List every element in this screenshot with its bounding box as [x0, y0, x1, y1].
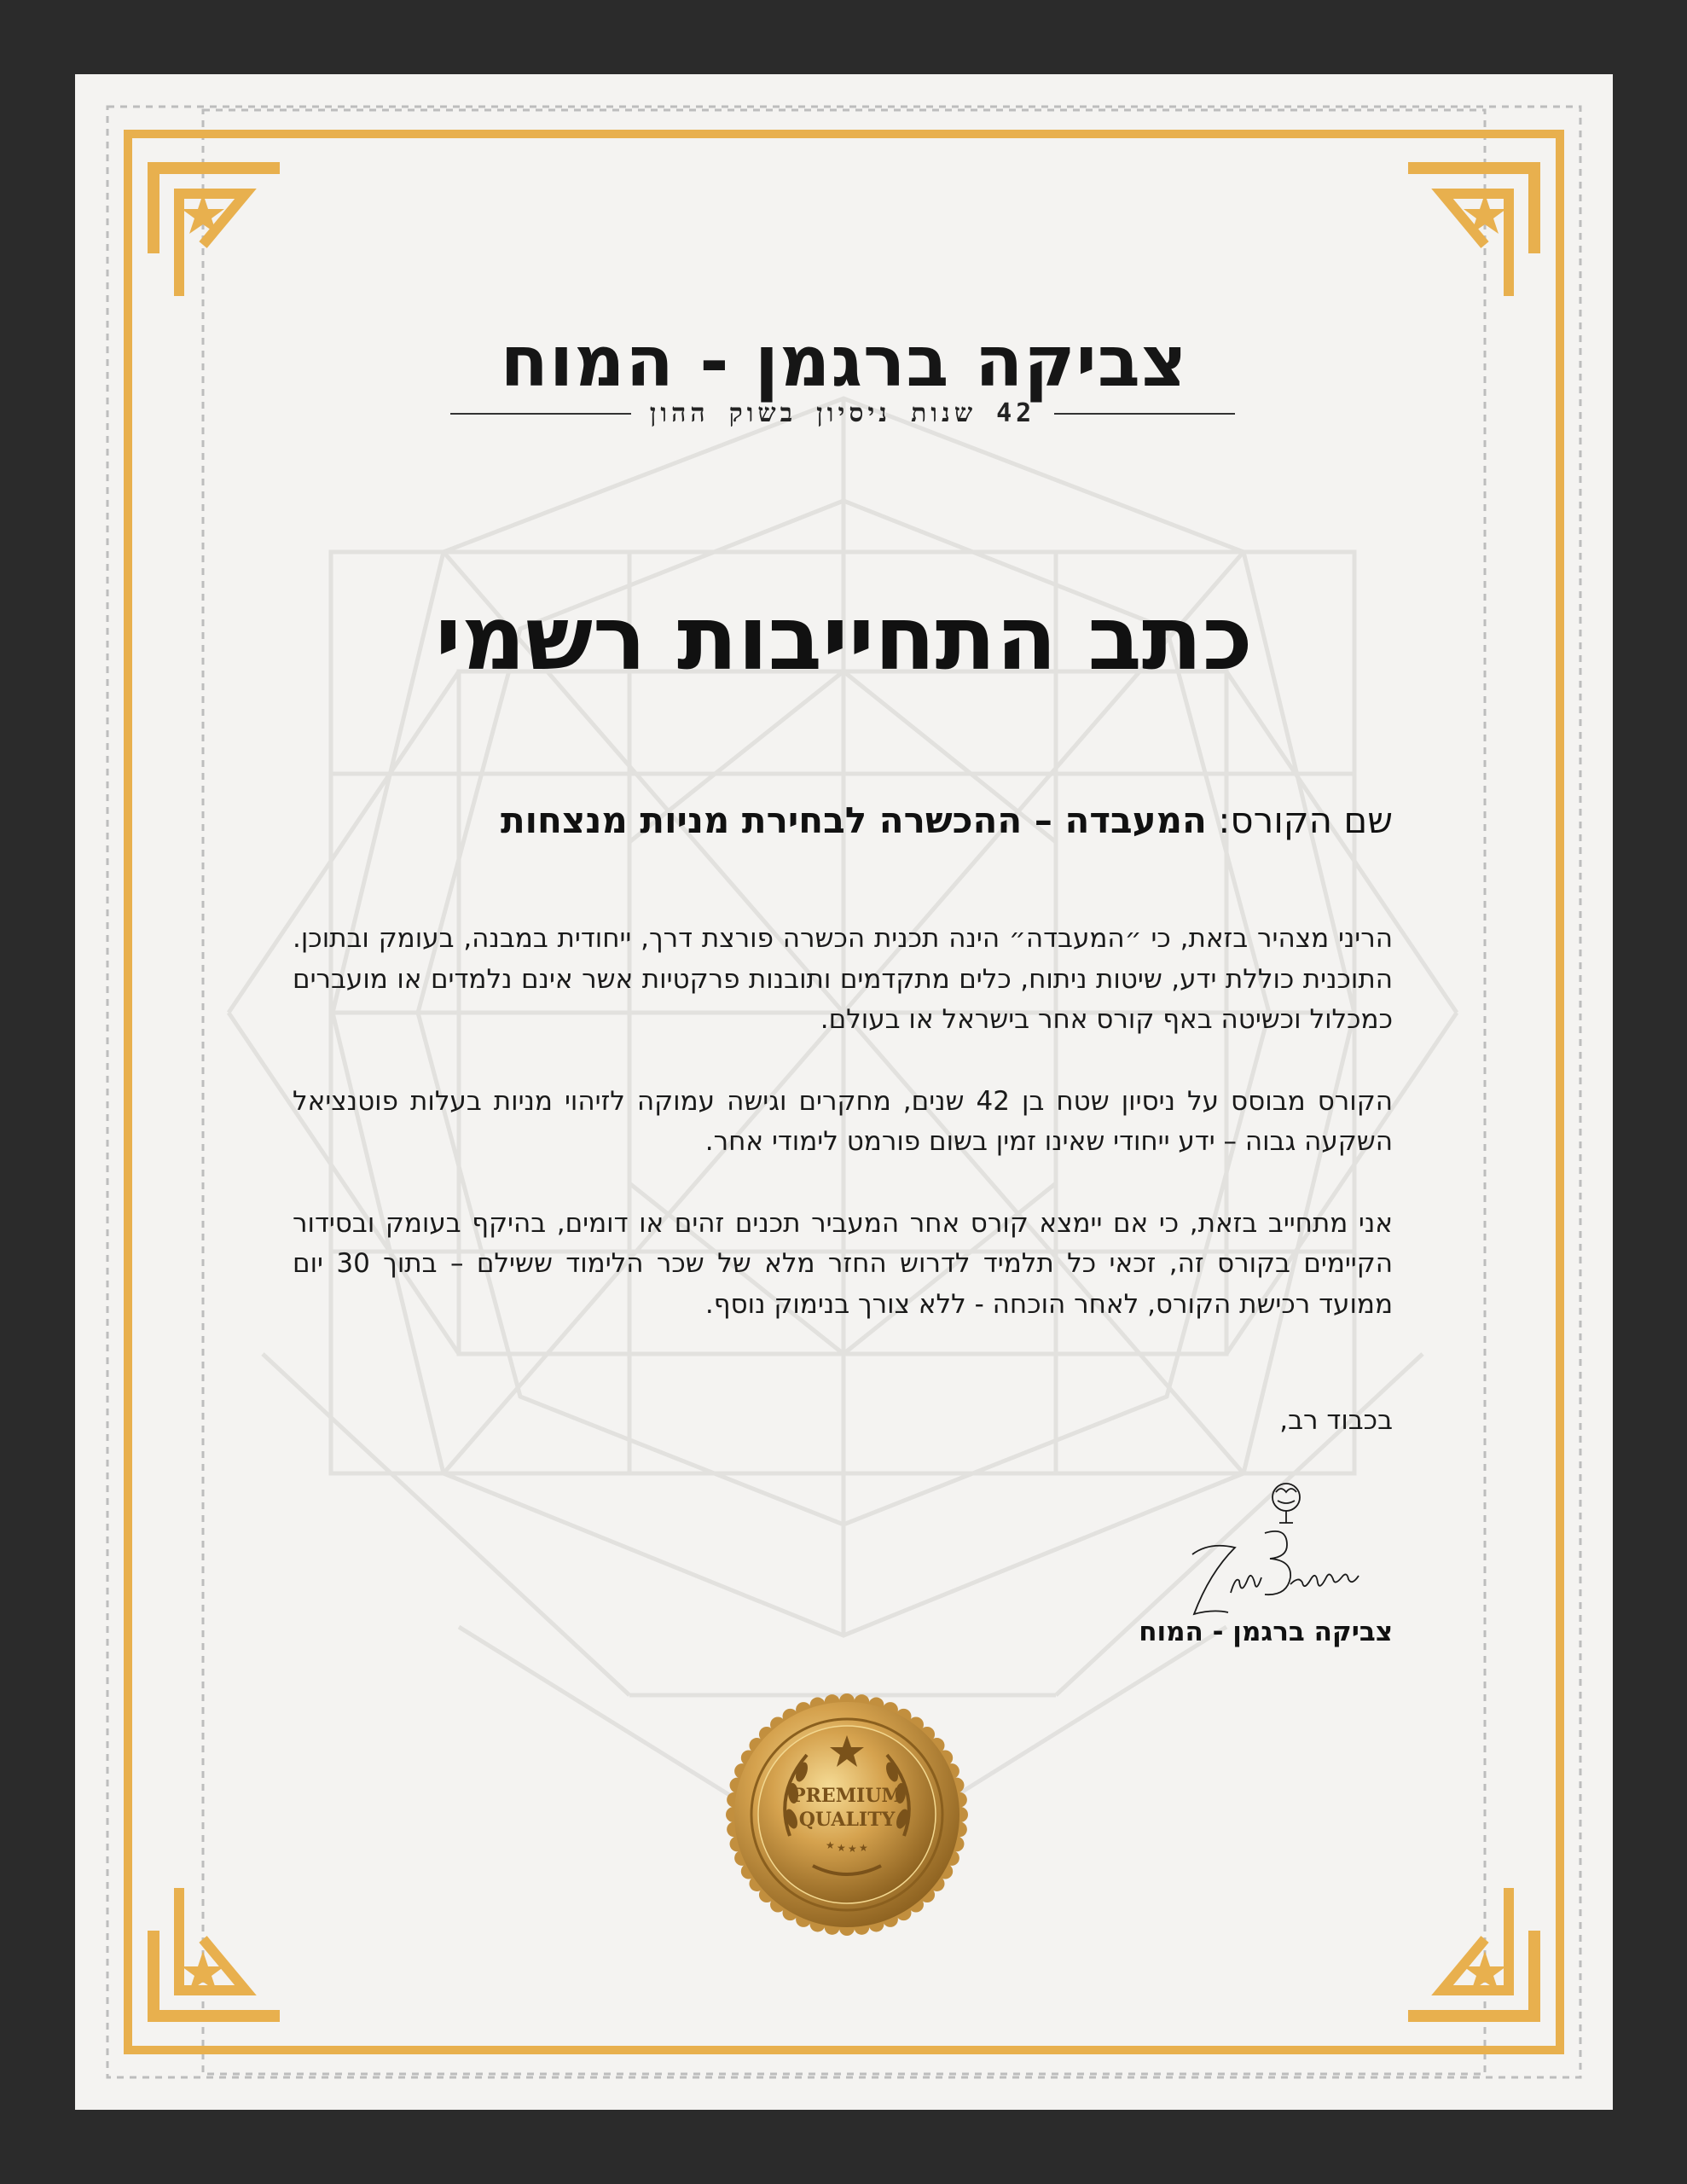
course-name: המעבדה – ההכשרה לבחירת מניות מנצחות: [500, 799, 1207, 841]
certificate-page: [75, 74, 1613, 2110]
seal-text-line2: QUALITY: [798, 1809, 896, 1831]
brand-name: צביקה ברגמן - המוח: [500, 322, 1188, 403]
seal-text-line1: PREMIUM: [791, 1785, 902, 1807]
premium-quality-seal: [723, 1691, 971, 1938]
signer-name: צביקה ברגמן - המוח: [1139, 1617, 1393, 1647]
declaration-paragraph: הקורס מבוסס על ניסיון שטח בן 42 שנים, מחקרים וגישה עמוקה לזיהוי מניות בעלות פוטנציאל השקעה גבוה – ידע ייחודי שאינו זמין בשום פורמט לימודי אחר.: [293, 1085, 1394, 1157]
tagline-divider: [450, 413, 631, 415]
svg-text:★: ★: [826, 1839, 835, 1851]
course-name-line: [284, 799, 1393, 841]
svg-text:★: ★: [837, 1842, 846, 1854]
svg-text:★: ★: [848, 1843, 857, 1855]
tagline-row: [450, 398, 1235, 428]
course-label: שם הקורס:: [1218, 799, 1393, 841]
document-title: כתב התחייבות רשמי: [435, 586, 1253, 690]
declaration-paragraph: אני מתחייב בזאת, כי אם יימצא קורס אחר המעביר תכנים זהים או דומים, בהיקף בעומק ובסידור הקיימים בקורס זה, זכאי כל תלמיד לדרוש החזר מלא של שכר הלימוד ששילם – בתוך 30 יום ממועד רכישת הקורס, לאחר הוכחה - ללא צורך בנימוק נוסף.: [293, 1207, 1393, 1320]
declaration-body: [293, 919, 1393, 1366]
tagline-divider: [1054, 413, 1235, 415]
tagline: 42 שנות ניסיון בשוק ההון: [649, 398, 1036, 428]
closing-regards: בכבוד רב,: [1279, 1405, 1393, 1436]
svg-text:★: ★: [859, 1842, 868, 1854]
declaration-paragraph: הריני מצהיר בזאת, כי ״המעבדה״ הינה תכנית הכשרה פורצת דרך, ייחודית במבנה, בעומק ובתוכן. התוכנית כוללת ידע, שיטות ניתוח, כלים מתקדמים ותובנות פרקטיות אשר אינם נלמדים או מועברים כמכלול וכשיטה באף קורס אחר בישראל או בעולם.: [293, 923, 1393, 1035]
